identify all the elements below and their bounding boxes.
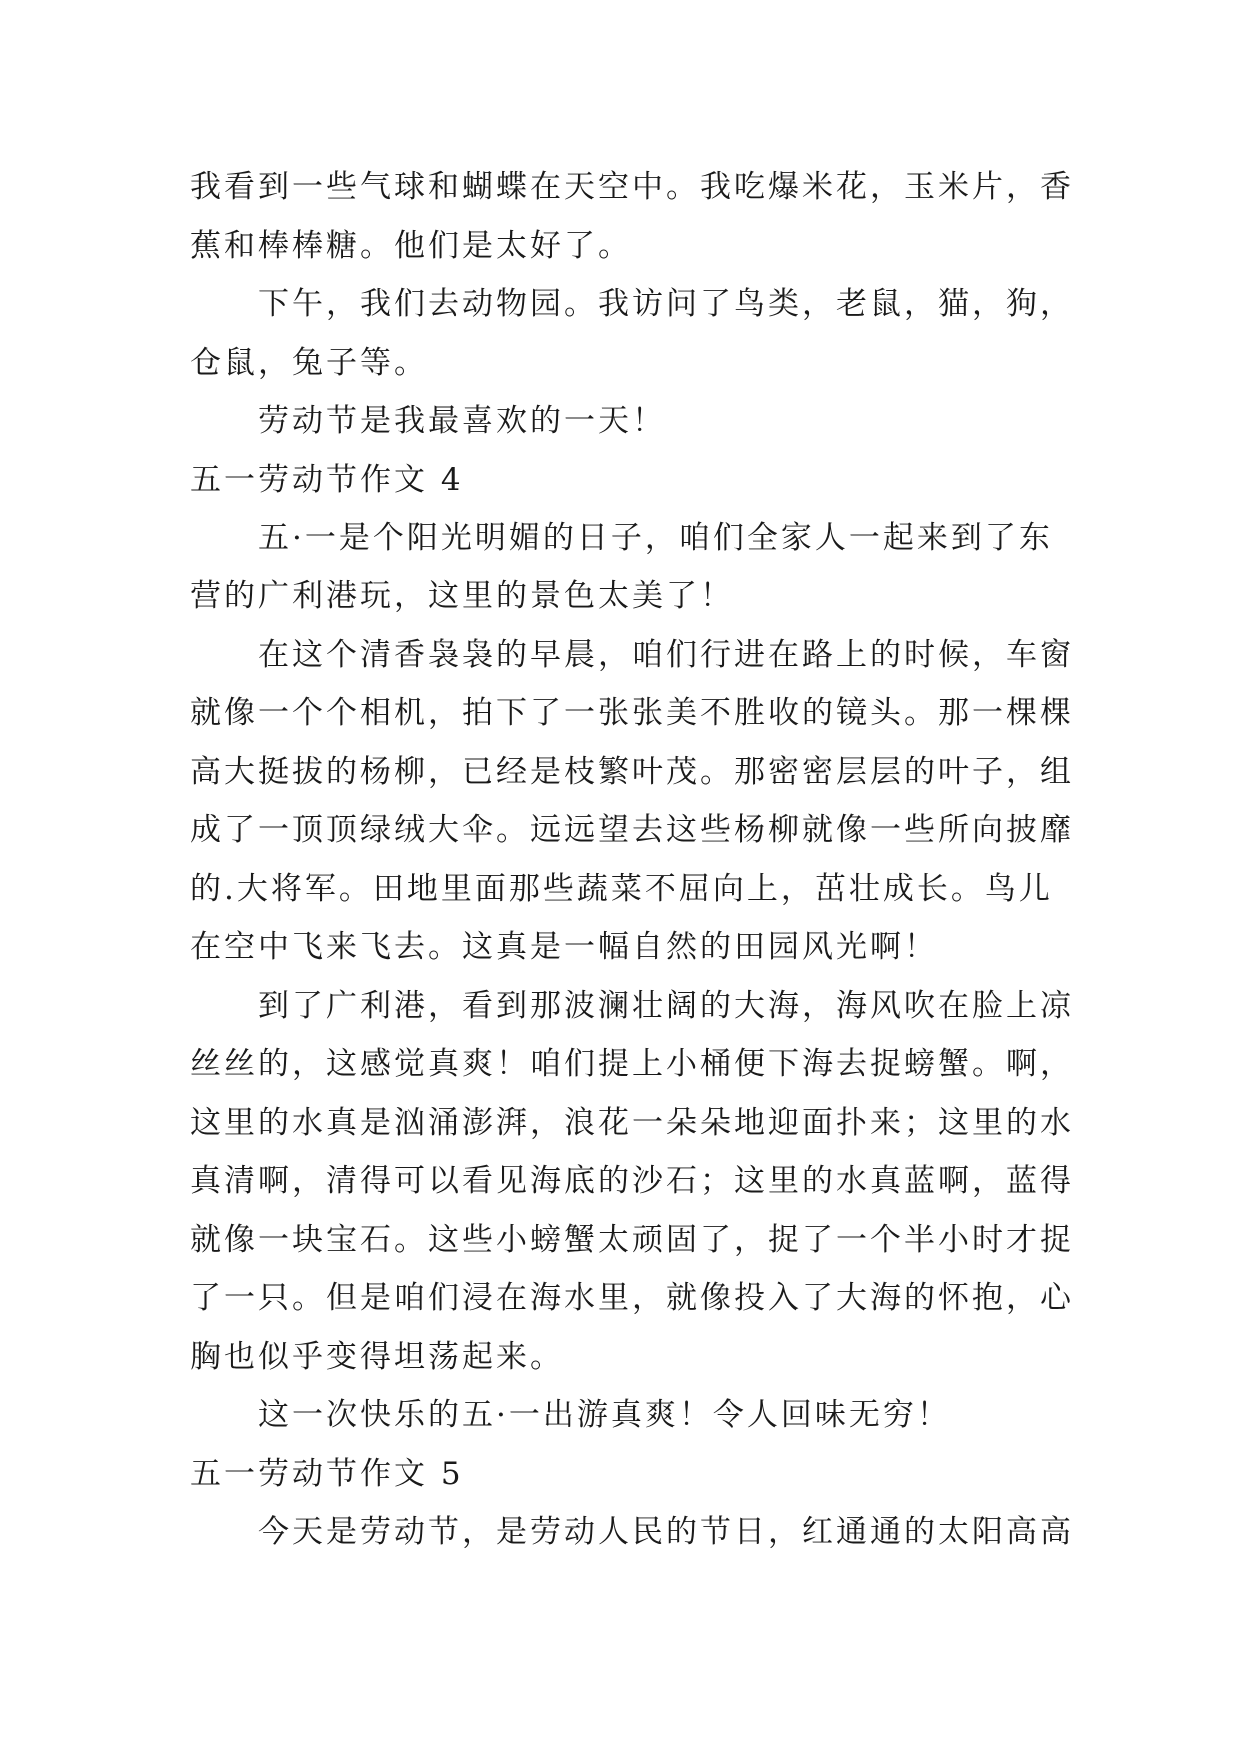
- section-heading: 五一劳动节作文 4: [190, 461, 464, 498]
- text-line: 在这个清香袅袅的早晨，咱们行进在路上的时候，车窗: [190, 636, 1074, 673]
- document-body: [190, 158, 1074, 1561]
- text-line: 下午，我们去动物园。我访问了鸟类，老鼠，猫，狗，: [190, 286, 1074, 322]
- text-line: 劳动节是我最喜欢的一天！: [190, 403, 666, 439]
- text-line: 的.大将军。田地里面那些蔬菜不屈向上，茁壮成长。鸟儿: [190, 870, 1053, 907]
- text-line: 就像一个个相机，拍下了一张张美不胜收的镜头。那一棵棵: [190, 695, 1074, 731]
- text-line: 在空中飞来飞去。这真是一幅自然的田园风光啊！: [190, 929, 938, 965]
- text-line: 了一只。但是咱们浸在海水里，就像投入了大海的怀抱，心: [190, 1280, 1074, 1316]
- text-line: 丝丝的，这感觉真爽！咱们提上小桶便下海去捉螃蟹。啊，: [190, 1046, 1074, 1082]
- text-line: 就像一块宝石。这些小螃蟹太顽固了，捉了一个半小时才捉: [190, 1221, 1074, 1258]
- text-line: 成了一顶顶绿绒大伞。远远望去这些杨柳就像一些所向披靡: [190, 812, 1074, 848]
- text-line: 今天是劳动节，是劳动人民的节日，红通通的太阳高高: [190, 1513, 1074, 1550]
- text-line: 我看到一些气球和蝴蝶在天空中。我吃爆米花，玉米片，香: [190, 169, 1074, 205]
- text-line: 胸也似乎变得坦荡起来。: [190, 1338, 564, 1375]
- text-line: 仓鼠，兔子等。: [190, 344, 428, 381]
- text-line: 五·一是个阳光明媚的日子，咱们全家人一起来到了东: [190, 519, 1053, 556]
- text-line: 到了广利港，看到那波澜壮阔的大海，海风吹在脸上凉: [190, 987, 1074, 1024]
- text-line: 真清啊，清得可以看见海底的沙石；这里的水真蓝啊，蓝得: [190, 1163, 1074, 1199]
- text-line: 蕉和棒棒糖。他们是太好了。: [190, 227, 632, 264]
- section-heading: 五一劳动节作文 5: [190, 1455, 464, 1492]
- text-line: 营的广利港玩，这里的景色太美了！: [190, 578, 734, 614]
- text-line: 这一次快乐的五·一出游真爽！令人回味无穷！: [190, 1397, 951, 1433]
- text-line: 高大挺拔的杨柳，已经是枝繁叶茂。那密密层层的叶子，组: [190, 753, 1074, 790]
- text-line: 这里的水真是汹涌澎湃，浪花一朵朵地迎面扑来；这里的水: [190, 1104, 1074, 1141]
